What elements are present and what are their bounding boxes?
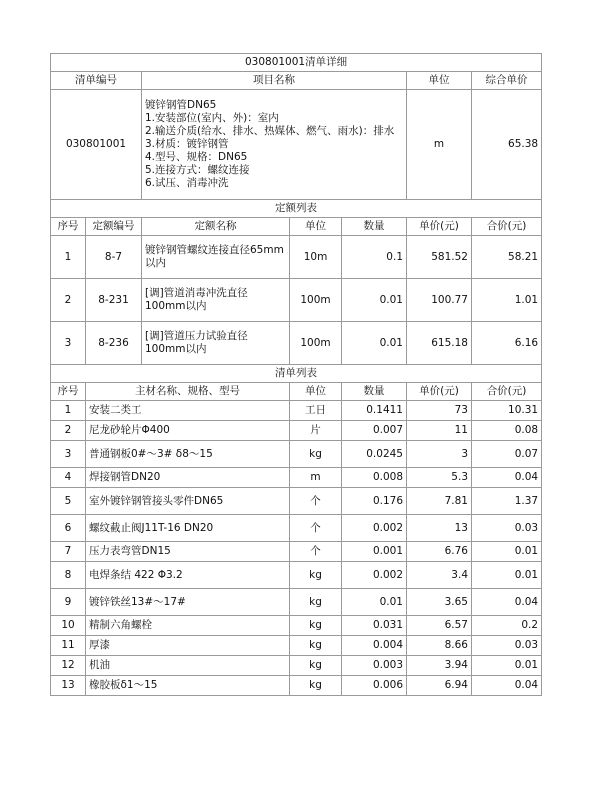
list-price: 3: [407, 441, 472, 468]
list-qty: 0.001: [342, 542, 407, 562]
bill-unit-header: 单位: [407, 72, 472, 90]
list-price: 3.4: [407, 562, 472, 589]
quota-section-title: 定额列表: [51, 200, 542, 218]
list-unit: 个: [290, 515, 342, 542]
quota-code: 8-231: [86, 279, 142, 322]
list-no: 3: [51, 441, 86, 468]
list-unit: kg: [290, 656, 342, 676]
list-no: 4: [51, 468, 86, 488]
quota-price: 100.77: [407, 279, 472, 322]
list-unit: kg: [290, 676, 342, 696]
list-no: 12: [51, 656, 86, 676]
list-header-cell: 数量: [342, 383, 407, 401]
list-qty: 0.031: [342, 616, 407, 636]
list-row: [51, 488, 542, 515]
list-qty: 0.01: [342, 589, 407, 616]
list-qty: 0.002: [342, 515, 407, 542]
quota-unit: 10m: [290, 236, 342, 279]
quota-row: [51, 279, 542, 322]
desc-line: 1.安装部位(室内、外)：室内: [145, 112, 279, 124]
quota-header-row: [51, 218, 542, 236]
quota-qty: 0.01: [342, 279, 407, 322]
quota-header-cell: 单价(元): [407, 218, 472, 236]
list-row: [51, 468, 542, 488]
list-unit: kg: [290, 589, 342, 616]
list-price: 8.66: [407, 636, 472, 656]
quota-name: [调]管道压力试验直径100mm以内: [142, 322, 290, 365]
quota-unit: 100m: [290, 279, 342, 322]
list-material-name: 压力表弯管DN15: [86, 542, 290, 562]
list-unit: 片: [290, 421, 342, 441]
list-total: 10.31: [472, 401, 542, 421]
quota-unit: 100m: [290, 322, 342, 365]
desc-line: 6.试压、消毒冲洗: [145, 177, 229, 189]
list-row: [51, 441, 542, 468]
list-material-name: 尼龙砂轮片Φ400: [86, 421, 290, 441]
list-price: 6.76: [407, 542, 472, 562]
list-total: 0.07: [472, 441, 542, 468]
quota-total: 58.21: [472, 236, 542, 279]
list-price: 3.65: [407, 589, 472, 616]
bill-price-header: 综合单价: [472, 72, 542, 90]
list-total: 0.01: [472, 562, 542, 589]
quota-row: [51, 236, 542, 279]
quota-no: 1: [51, 236, 86, 279]
list-header-cell: 单位: [290, 383, 342, 401]
list-unit: kg: [290, 562, 342, 589]
bill-description: [142, 90, 407, 200]
list-price: 11: [407, 421, 472, 441]
list-qty: 0.002: [342, 562, 407, 589]
list-price: 73: [407, 401, 472, 421]
list-no: 13: [51, 676, 86, 696]
list-no: 2: [51, 421, 86, 441]
list-no: 10: [51, 616, 86, 636]
list-price: 13: [407, 515, 472, 542]
quota-qty: 0.01: [342, 322, 407, 365]
list-row: [51, 656, 542, 676]
list-total: 0.01: [472, 542, 542, 562]
list-material-name: 室外镀锌钢管接头零件DN65: [86, 488, 290, 515]
quota-price: 615.18: [407, 322, 472, 365]
desc-line: 3.材质：镀锌钢管: [145, 138, 229, 150]
quota-name: [调]管道消毒冲洗直径100mm以内: [142, 279, 290, 322]
list-row: [51, 676, 542, 696]
list-no: 6: [51, 515, 86, 542]
quota-price: 581.52: [407, 236, 472, 279]
quota-total: 6.16: [472, 322, 542, 365]
list-unit: kg: [290, 636, 342, 656]
list-total: 0.01: [472, 656, 542, 676]
list-total: 0.04: [472, 468, 542, 488]
list-price: 3.94: [407, 656, 472, 676]
list-no: 8: [51, 562, 86, 589]
list-price: 5.3: [407, 468, 472, 488]
quota-header-cell: 数量: [342, 218, 407, 236]
list-material-name: 螺纹截止阀J11T-16 DN20: [86, 515, 290, 542]
list-header-cell: 序号: [51, 383, 86, 401]
list-material-name: 精制六角螺栓: [86, 616, 290, 636]
desc-line: 5.连接方式：螺纹连接: [145, 164, 250, 176]
list-unit: kg: [290, 616, 342, 636]
list-row: [51, 401, 542, 421]
quota-header-cell: 定额名称: [142, 218, 290, 236]
list-material-name: 镀锌铁丝13#～17#: [86, 589, 290, 616]
list-material-name: 普通钢板0#～3# δ8～15: [86, 441, 290, 468]
list-material-name: 电焊条结 422 Φ3.2: [86, 562, 290, 589]
list-qty: 0.176: [342, 488, 407, 515]
quota-qty: 0.1: [342, 236, 407, 279]
list-no: 7: [51, 542, 86, 562]
list-header-cell: 单价(元): [407, 383, 472, 401]
list-unit: m: [290, 468, 342, 488]
list-total: 0.04: [472, 589, 542, 616]
list-unit: kg: [290, 441, 342, 468]
list-section-row: [51, 365, 542, 383]
list-row: [51, 589, 542, 616]
list-total: 0.08: [472, 421, 542, 441]
quota-name: 镀锌钢管螺纹连接直径65mm以内: [142, 236, 290, 279]
bill-unit: m: [407, 90, 472, 200]
list-header-row: [51, 383, 542, 401]
list-material-name: 安装二类工: [86, 401, 290, 421]
list-material-name: 焊接钢管DN20: [86, 468, 290, 488]
list-material-name: 厚漆: [86, 636, 290, 656]
list-row: [51, 636, 542, 656]
quota-header-cell: 定额编号: [86, 218, 142, 236]
list-total: 0.04: [472, 676, 542, 696]
list-qty: 0.006: [342, 676, 407, 696]
list-row: [51, 421, 542, 441]
bill-price: 65.38: [472, 90, 542, 200]
list-total: 1.37: [472, 488, 542, 515]
quota-header-cell: 序号: [51, 218, 86, 236]
quota-row: [51, 322, 542, 365]
list-qty: 0.004: [342, 636, 407, 656]
list-unit: 工日: [290, 401, 342, 421]
quota-no: 3: [51, 322, 86, 365]
list-header-cell: 合价(元): [472, 383, 542, 401]
list-total: 0.03: [472, 636, 542, 656]
list-no: 1: [51, 401, 86, 421]
list-qty: 0.0245: [342, 441, 407, 468]
list-total: 0.2: [472, 616, 542, 636]
list-no: 9: [51, 589, 86, 616]
list-material-name: 机油: [86, 656, 290, 676]
quota-code: 8-7: [86, 236, 142, 279]
list-price: 6.94: [407, 676, 472, 696]
bill-code-header: 清单编号: [51, 72, 142, 90]
list-price: 6.57: [407, 616, 472, 636]
desc-line: 4.型号、规格：DN65: [145, 151, 248, 163]
quota-header-cell: 单位: [290, 218, 342, 236]
quota-no: 2: [51, 279, 86, 322]
list-qty: 0.008: [342, 468, 407, 488]
list-row: [51, 542, 542, 562]
list-total: 0.03: [472, 515, 542, 542]
list-no: 5: [51, 488, 86, 515]
list-qty: 0.003: [342, 656, 407, 676]
desc-line: 镀锌钢管DN65: [145, 99, 217, 111]
list-section-title: 清单列表: [51, 365, 542, 383]
desc-line: 2.输送介质(给水、排水、热媒体、燃气、雨水)：排水: [145, 125, 395, 137]
list-price: 7.81: [407, 488, 472, 515]
list-unit: 个: [290, 542, 342, 562]
list-material-name: 橡胶板δ1～15: [86, 676, 290, 696]
bill-detail-table: [50, 53, 542, 696]
list-qty: 0.007: [342, 421, 407, 441]
quota-total: 1.01: [472, 279, 542, 322]
page-title: 030801001清单详细: [51, 54, 542, 72]
quota-code: 8-236: [86, 322, 142, 365]
list-row: [51, 562, 542, 589]
quota-header-cell: 合价(元): [472, 218, 542, 236]
list-header-cell: 主材名称、规格、型号: [86, 383, 290, 401]
list-no: 11: [51, 636, 86, 656]
list-unit: 个: [290, 488, 342, 515]
list-row: [51, 616, 542, 636]
bill-code: 030801001: [51, 90, 142, 200]
list-qty: 0.1411: [342, 401, 407, 421]
bill-name-header: 项目名称: [142, 72, 407, 90]
list-row: [51, 515, 542, 542]
